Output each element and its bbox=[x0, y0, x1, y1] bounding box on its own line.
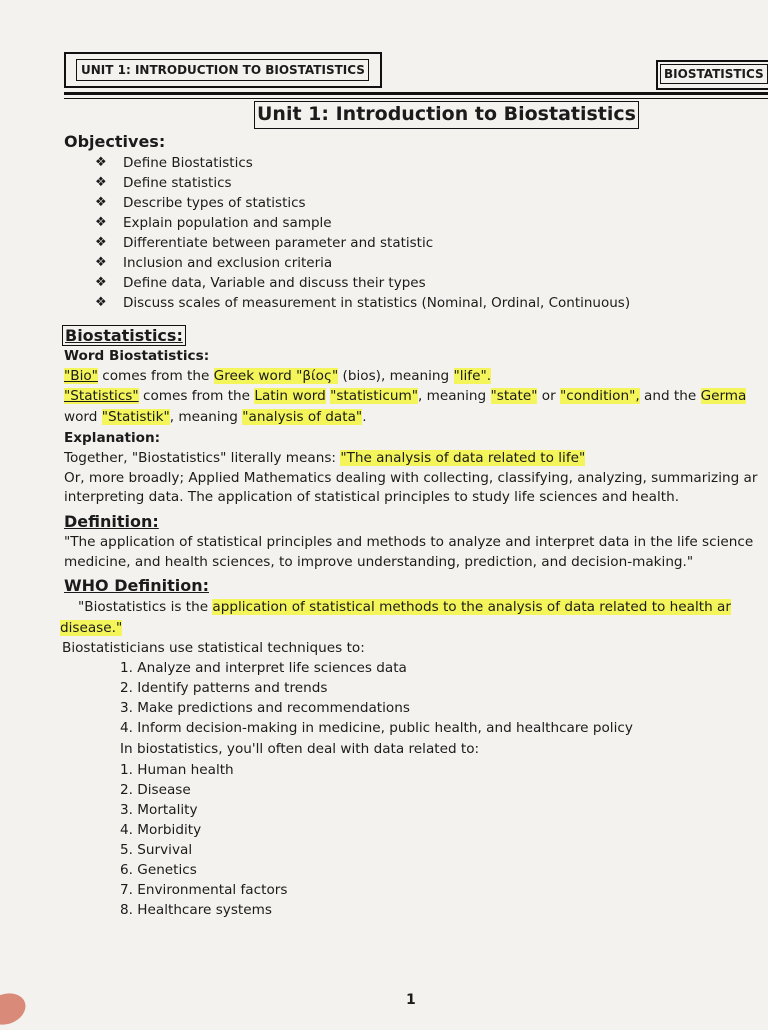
definition-line-2: medicine, and health sciences, to improve understanding, prediction, and decision-making." bbox=[64, 554, 694, 570]
who-line-1-highlight: application of statistical methods to the analysis of data related to health ar bbox=[212, 599, 731, 615]
statistik-line bbox=[64, 409, 367, 425]
techniques-intro: Biostatisticians use statistical techniques to: bbox=[62, 640, 365, 656]
who-line-1 bbox=[78, 599, 731, 615]
diamond-bullet-icon: ❖ bbox=[95, 175, 107, 190]
objective-item: Define Biostatistics bbox=[123, 155, 253, 171]
diamond-bullet-icon: ❖ bbox=[95, 235, 107, 250]
bio-tail: (bios), meaning bbox=[338, 368, 454, 384]
data-item: 4. Morbidity bbox=[120, 822, 202, 838]
who-line-2 bbox=[60, 620, 122, 636]
latin-word: Latin word bbox=[254, 388, 326, 404]
data-item: 1. Human health bbox=[120, 762, 234, 778]
data-item: 7. Environmental factors bbox=[120, 882, 288, 898]
condition-word: "condition", bbox=[560, 388, 640, 404]
diamond-bullet-icon: ❖ bbox=[95, 295, 107, 310]
bio-line bbox=[64, 368, 491, 384]
definition-line-1: "The application of statistical principles and methods to analyze and interpret data in the life science bbox=[64, 534, 754, 550]
state-word: "state" bbox=[490, 388, 538, 404]
objective-item: Describe types of statistics bbox=[123, 195, 306, 211]
analysis-word: "analysis of data" bbox=[242, 409, 363, 425]
word-meaning: , meaning bbox=[169, 409, 243, 425]
diamond-bullet-icon: ❖ bbox=[95, 275, 107, 290]
header-right-label: BIOSTATISTICS bbox=[660, 64, 768, 84]
diamond-bullet-icon: ❖ bbox=[95, 195, 107, 210]
data-item: 3. Mortality bbox=[120, 802, 198, 818]
data-item: 2. Disease bbox=[120, 782, 191, 798]
header-left-label: UNIT 1: INTRODUCTION TO BIOSTATISTICS bbox=[76, 59, 369, 81]
statistics-line bbox=[64, 388, 746, 404]
header-rule bbox=[64, 92, 768, 95]
bio-mid: comes from the bbox=[97, 368, 214, 384]
data-item: 5. Survival bbox=[120, 842, 193, 858]
data-item: 6. Genetics bbox=[120, 862, 197, 878]
statistik-word: "Statistik" bbox=[101, 409, 170, 425]
objective-item: Define statistics bbox=[123, 175, 232, 191]
data-intro: In biostatistics, you'll often deal with data related to: bbox=[120, 741, 480, 757]
objective-item: Explain population and sample bbox=[123, 215, 332, 231]
objective-item: Define data, Variable and discuss their types bbox=[123, 275, 426, 291]
technique-item: 2. Identify patterns and trends bbox=[120, 680, 328, 696]
life-word: "life". bbox=[453, 368, 492, 384]
header-rule-thin bbox=[64, 98, 768, 99]
stat-meaning: , meaning bbox=[417, 388, 491, 404]
page-number: 1 bbox=[406, 992, 416, 1008]
stat-or: or bbox=[537, 388, 561, 404]
together-text: Together, "Biostatistics" literally means: bbox=[64, 450, 341, 466]
german-word: Germa bbox=[700, 388, 747, 404]
diamond-bullet-icon: ❖ bbox=[95, 255, 107, 270]
objectives-heading: Objectives: bbox=[64, 132, 166, 151]
who-line-2-highlight: disease." bbox=[60, 620, 123, 636]
diamond-bullet-icon: ❖ bbox=[95, 155, 107, 170]
word-prefix: word bbox=[64, 409, 102, 425]
who-definition-heading: WHO Definition: bbox=[64, 576, 209, 595]
technique-item: 3. Make predictions and recommendations bbox=[120, 700, 410, 716]
objective-item: Differentiate between parameter and statistic bbox=[123, 235, 434, 251]
broadly-line-1: Or, more broadly; Applied Mathematics dealing with collecting, classifying, analyzing, summarizing ar bbox=[64, 470, 758, 486]
diamond-bullet-icon: ❖ bbox=[95, 215, 107, 230]
explanation-heading: Explanation: bbox=[64, 430, 161, 446]
together-line bbox=[64, 450, 585, 466]
word-end: . bbox=[362, 409, 367, 425]
data-item: 8. Healthcare systems bbox=[120, 902, 272, 918]
who-line-1-start: "Biostatistics is the bbox=[78, 599, 213, 615]
objective-item: Discuss scales of measurement in statistics (Nominal, Ordinal, Continuous) bbox=[123, 295, 631, 311]
technique-item: 1. Analyze and interpret life sciences data bbox=[120, 660, 407, 676]
together-highlight: "The analysis of data related to life" bbox=[340, 450, 586, 466]
bio-term: "Bio" bbox=[64, 368, 98, 384]
stat-mid: comes from the bbox=[138, 388, 255, 404]
biostatistics-heading: Biostatistics: bbox=[62, 325, 186, 346]
statisticum-word: "statisticum" bbox=[330, 388, 418, 404]
statistics-term: "Statistics" bbox=[64, 388, 139, 404]
stat-and: and the bbox=[639, 388, 701, 404]
greek-word: Greek word "βίος" bbox=[213, 368, 339, 384]
word-biostatistics-heading: Word Biostatistics: bbox=[64, 348, 210, 364]
definition-heading: Definition: bbox=[64, 512, 159, 531]
technique-item: 4. Inform decision-making in medicine, public health, and healthcare policy bbox=[120, 720, 633, 736]
broadly-line-2: interpreting data. The application of statistical principles to study life sciences and health. bbox=[64, 489, 680, 505]
objective-item: Inclusion and exclusion criteria bbox=[123, 255, 333, 271]
page-title: Unit 1: Introduction to Biostatistics bbox=[254, 101, 639, 129]
